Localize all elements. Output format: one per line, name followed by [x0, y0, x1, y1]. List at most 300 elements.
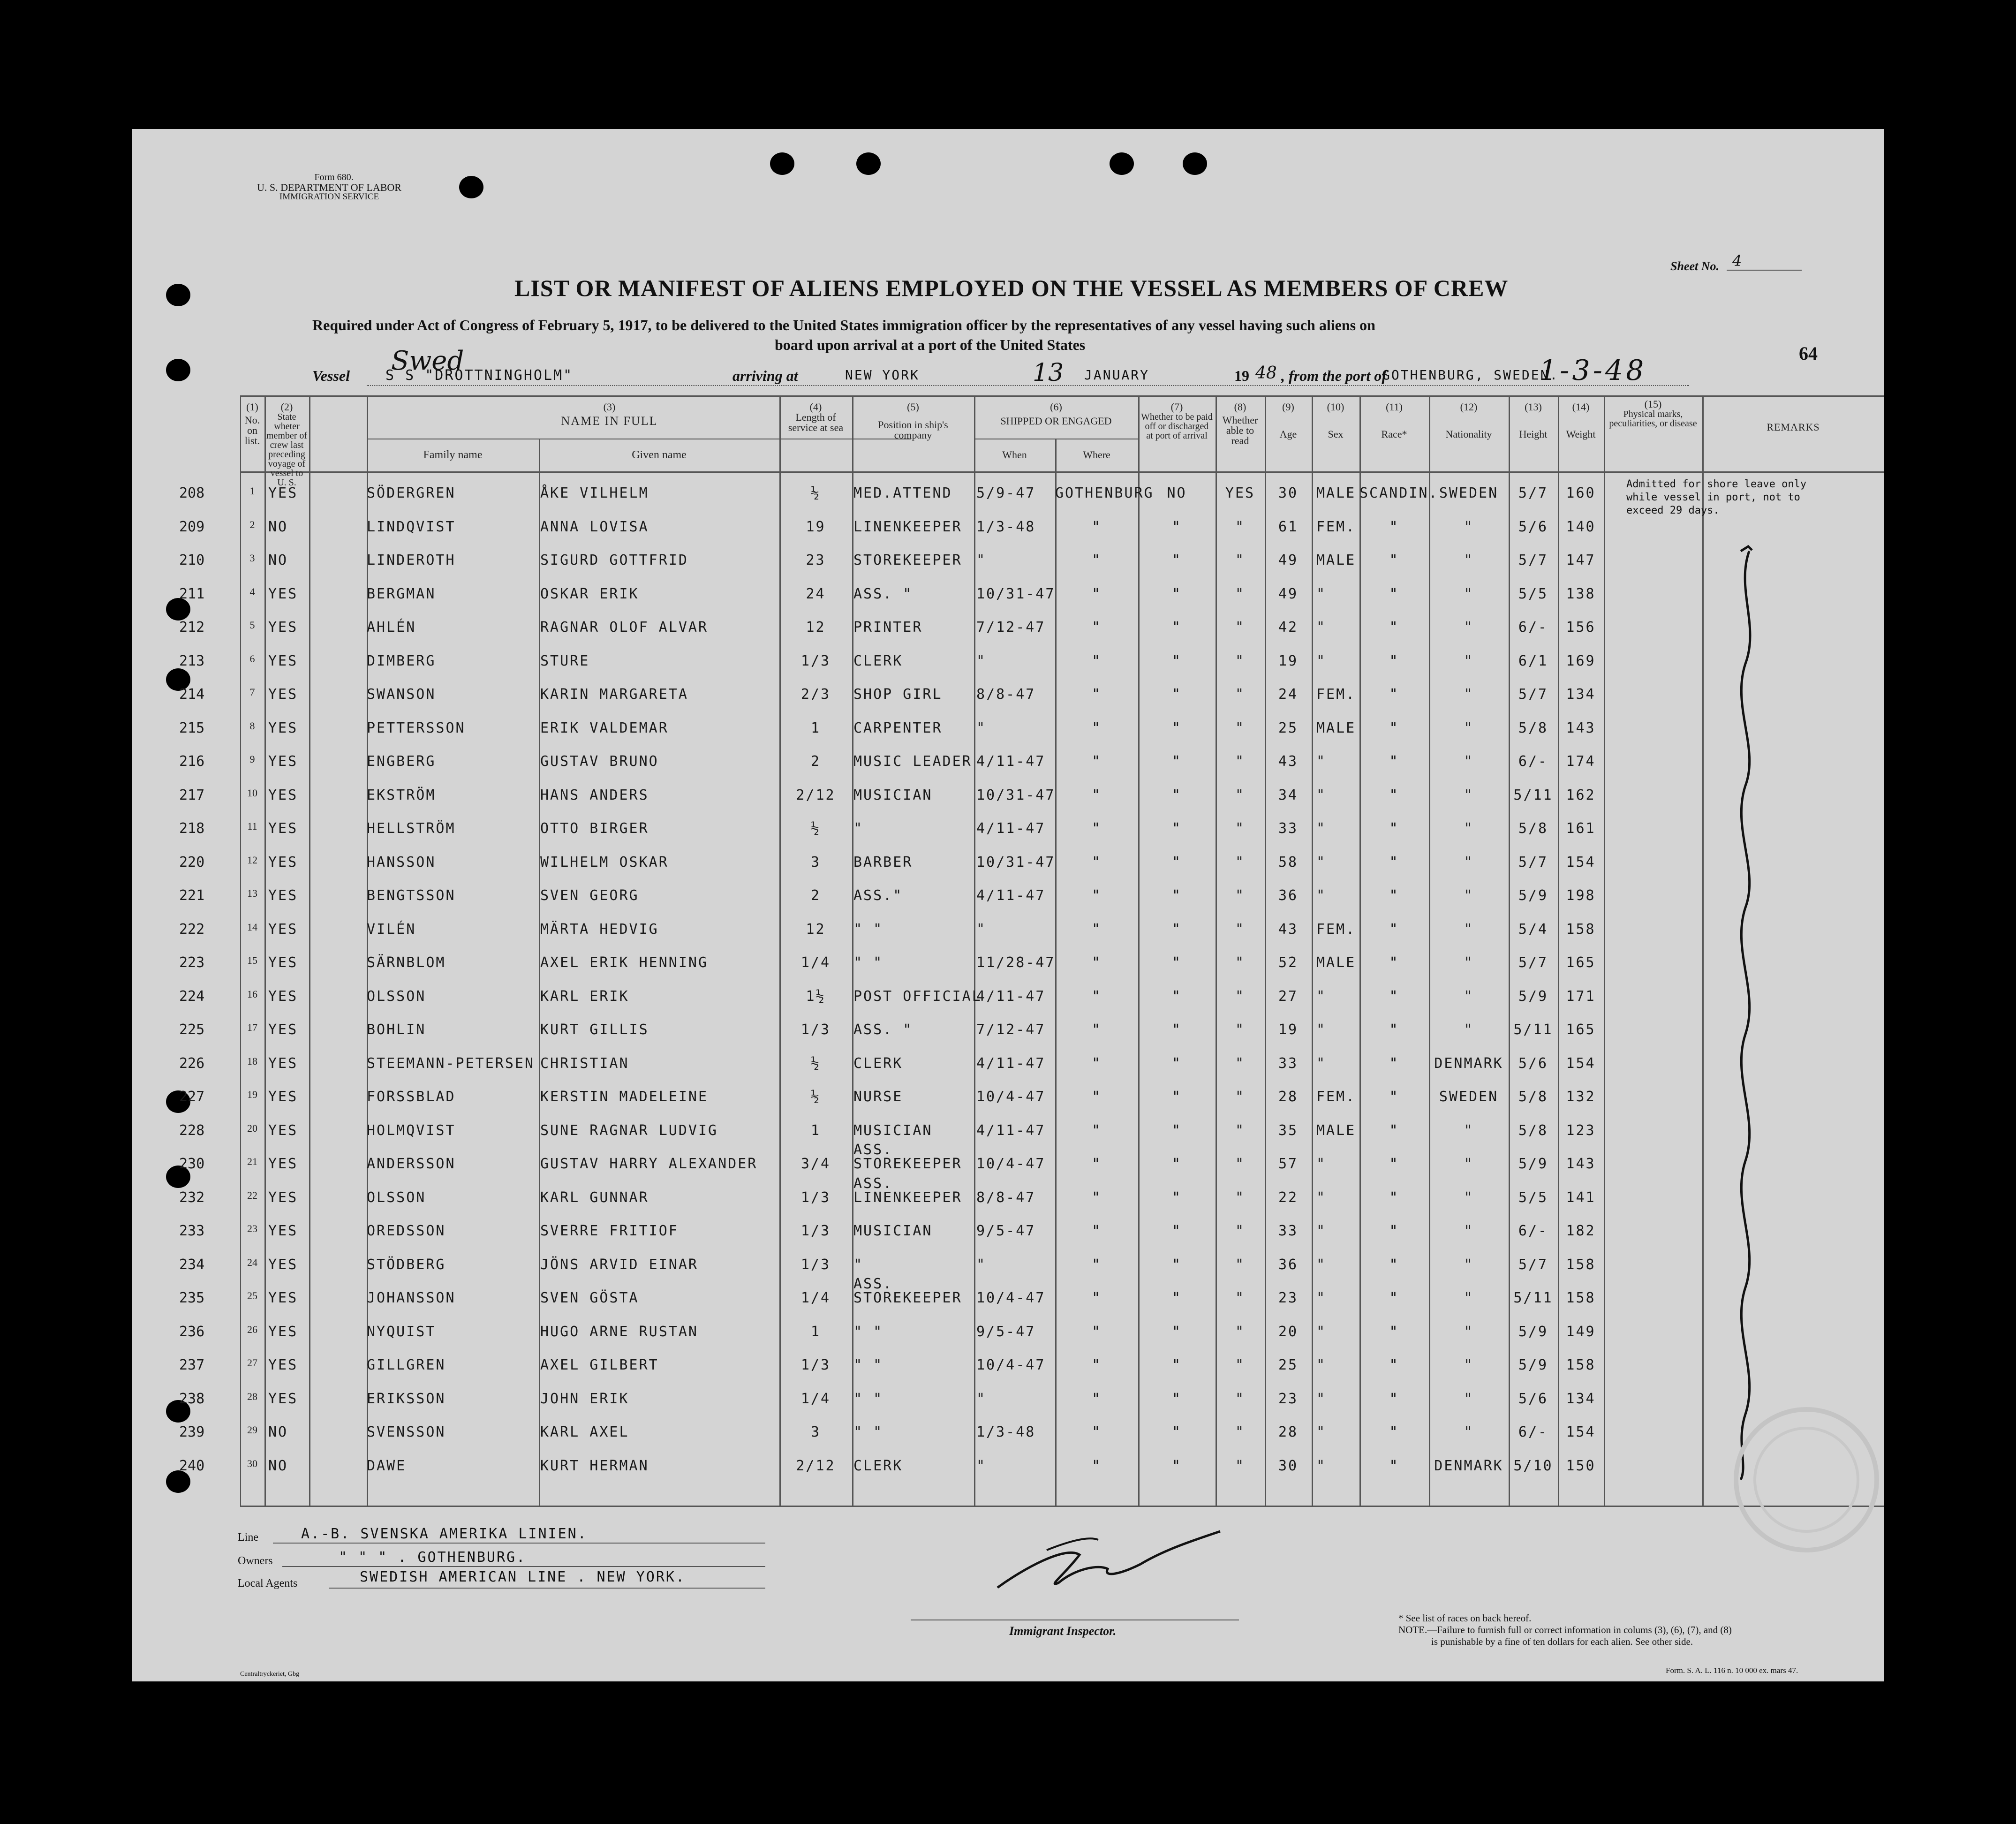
weight: 169 — [1566, 652, 1596, 669]
previous-voyage: YES — [268, 585, 298, 602]
service-length: ½ — [810, 820, 821, 837]
paid-off: " — [1171, 787, 1182, 803]
paid-off: " — [1171, 1323, 1182, 1340]
stamped-line-number: 238 — [179, 1390, 205, 1407]
weight: 134 — [1566, 686, 1596, 703]
height: 5/7 — [1518, 485, 1548, 501]
service-length: 3/4 — [800, 1156, 831, 1172]
shipped-when: 8/8-47 — [976, 686, 1036, 703]
nationality: " — [1464, 1357, 1474, 1373]
sex: MALE — [1316, 552, 1356, 568]
paid-off: " — [1171, 887, 1182, 904]
shipped-where: " — [1091, 1390, 1102, 1407]
shipped-when: 5/9-47 — [976, 485, 1036, 501]
given-name: AXEL ERIK HENNING — [540, 954, 709, 971]
nationality: " — [1464, 921, 1474, 938]
service-length: 1 — [810, 1323, 821, 1340]
race: " — [1389, 1122, 1399, 1139]
service-length: 12 — [806, 619, 826, 636]
weight: 154 — [1566, 1424, 1596, 1440]
previous-voyage: YES — [268, 1022, 298, 1038]
shipped-when: 10/31-47 — [976, 787, 1056, 803]
row-number: 9 — [249, 753, 255, 765]
shipped-where: " — [1091, 619, 1102, 636]
age: 49 — [1278, 585, 1299, 602]
nationality: " — [1464, 787, 1474, 803]
position: ASS. " — [853, 585, 913, 602]
paid-off: " — [1171, 585, 1182, 602]
family-name: FORSSBLAD — [367, 1089, 456, 1105]
nationality: " — [1464, 887, 1474, 904]
race: " — [1389, 1156, 1399, 1172]
shipped-when: 4/11-47 — [976, 753, 1046, 770]
position: NURSE — [853, 1089, 903, 1105]
row-number: 12 — [247, 854, 257, 866]
service-length: 3 — [810, 854, 821, 870]
age: 57 — [1278, 1156, 1299, 1172]
weight: 154 — [1566, 1055, 1596, 1072]
height: 5/11 — [1513, 1290, 1553, 1306]
age: 58 — [1278, 854, 1299, 870]
paid-off: " — [1171, 1390, 1182, 1407]
row-number: 5 — [249, 619, 255, 631]
weight: 160 — [1566, 485, 1596, 501]
nationality: " — [1464, 686, 1474, 703]
shipped-where: " — [1091, 1223, 1102, 1239]
height: 5/8 — [1518, 1122, 1548, 1139]
weight: 150 — [1566, 1457, 1596, 1474]
age: 33 — [1278, 1055, 1299, 1072]
col-7-number: (7) — [1170, 401, 1183, 413]
nationality: " — [1464, 585, 1474, 602]
shipped-where: " — [1091, 552, 1102, 568]
vessel-name: S S "DROTTNINGHOLM" — [385, 367, 574, 384]
shipped-where: " — [1091, 854, 1102, 870]
age: 30 — [1278, 485, 1299, 501]
given-name: KARL AXEL — [540, 1424, 629, 1440]
family-name: LINDQVIST — [367, 518, 456, 535]
shipped-where: " — [1091, 954, 1102, 971]
family-name: DAWE — [367, 1457, 407, 1474]
shipped-where: " — [1091, 1323, 1102, 1340]
height: 5/11 — [1513, 787, 1553, 803]
paid-off: " — [1171, 1357, 1182, 1373]
position: STOREKEEPER — [853, 1156, 962, 1172]
remarks-header: REMARKS — [1767, 421, 1820, 433]
row-number: 25 — [247, 1290, 257, 1302]
service-length: 1/4 — [800, 954, 831, 971]
col-11-header: Race* — [1381, 428, 1407, 440]
shipped-when: 10/31-47 — [976, 585, 1056, 602]
stamped-line-number: 223 — [179, 954, 205, 971]
height: 5/7 — [1518, 552, 1548, 568]
position: STOREKEEPER — [853, 1290, 962, 1306]
weight: 134 — [1566, 1390, 1596, 1407]
row-number: 17 — [247, 1022, 257, 1033]
position: " " — [853, 921, 883, 938]
race: " — [1389, 1424, 1399, 1440]
shipped-where: " — [1091, 1156, 1102, 1172]
shipped-where: " — [1091, 1055, 1102, 1072]
races-note: * See list of races on back hereof. — [1398, 1612, 1532, 1624]
paid-off: " — [1171, 1223, 1182, 1239]
paid-off: " — [1171, 1089, 1182, 1105]
paid-off: " — [1171, 1189, 1182, 1206]
family-name: VILÉN — [367, 921, 416, 938]
weight: 171 — [1566, 988, 1596, 1005]
able-to-read: " — [1235, 1357, 1246, 1373]
position: " " — [853, 1390, 883, 1407]
previous-voyage: YES — [268, 1290, 298, 1306]
sex: FEM. — [1316, 921, 1356, 938]
row-number: 2 — [249, 518, 255, 530]
nationality: " — [1464, 1424, 1474, 1440]
stamped-line-number: 218 — [179, 820, 205, 837]
given-name: MÄRTA HEDVIG — [540, 921, 659, 938]
note-line-1: NOTE.—Failure to furnish full or correct information in colums (3), (6), (7), and (8) — [1398, 1624, 1732, 1635]
given-name: STURE — [540, 652, 590, 669]
shipped-when: 4/11-47 — [976, 820, 1046, 837]
col-2-number: (2) — [280, 401, 293, 413]
stamped-line-number: 228 — [179, 1122, 205, 1139]
previous-voyage: YES — [268, 1156, 298, 1172]
stamped-line-number: 236 — [179, 1323, 205, 1340]
service-length: 2 — [810, 753, 821, 770]
page-number: 64 — [1799, 343, 1818, 364]
given-name: ERIK VALDEMAR — [540, 719, 669, 736]
sex: FEM. — [1316, 686, 1356, 703]
shipped-when: " — [976, 1457, 987, 1474]
paid-off: " — [1171, 719, 1182, 736]
service-length: 2/12 — [796, 1457, 836, 1474]
race: " — [1389, 988, 1399, 1005]
service-length: 2 — [810, 887, 821, 904]
stamped-line-number: 237 — [179, 1357, 205, 1373]
agents-label: Local Agents — [238, 1577, 298, 1589]
nationality: " — [1464, 1156, 1474, 1172]
able-to-read: " — [1235, 1022, 1246, 1038]
vessel-label: Vessel — [312, 367, 350, 384]
shipped-when: " — [976, 921, 987, 938]
shipped-when: 10/4-47 — [976, 1357, 1046, 1373]
weight: 123 — [1566, 1122, 1596, 1139]
race: SCANDIN. — [1359, 485, 1439, 501]
family-name: EKSTRÖM — [367, 787, 436, 803]
paid-off: " — [1171, 954, 1182, 971]
service-length: 12 — [806, 921, 826, 938]
race: " — [1389, 719, 1399, 736]
service-length: ½ — [810, 485, 821, 501]
family-name: BENGTSSON — [367, 887, 456, 904]
age: 49 — [1278, 552, 1299, 568]
service-length: ½ — [810, 1089, 821, 1105]
stamped-line-number: 224 — [179, 988, 205, 1005]
sex: MALE — [1316, 719, 1356, 736]
sex: " — [1316, 619, 1327, 636]
age: 22 — [1278, 1189, 1299, 1206]
position: SHOP GIRL — [853, 686, 943, 703]
col-6-when-header: When — [1002, 449, 1027, 461]
race: " — [1389, 652, 1399, 669]
family-name: LINDEROTH — [367, 552, 456, 568]
given-name: JOHN ERIK — [540, 1390, 629, 1407]
position: MUSIC LEADER — [853, 753, 972, 770]
shipped-where: " — [1091, 820, 1102, 837]
sex: " — [1316, 887, 1327, 904]
shipped-where: " — [1091, 585, 1102, 602]
age: 25 — [1278, 1357, 1299, 1373]
row-number: 16 — [247, 988, 257, 1000]
age: 35 — [1278, 1122, 1299, 1139]
given-name: KURT HERMAN — [540, 1457, 649, 1474]
family-name: ANDERSSON — [367, 1156, 456, 1172]
previous-voyage: NO — [268, 1457, 288, 1474]
col-15-header: Physical marks, peculiarities, or disease — [1609, 409, 1697, 429]
col-10-number: (10) — [1327, 401, 1344, 413]
shipped-where: " — [1091, 787, 1102, 803]
previous-voyage: YES — [268, 1323, 298, 1340]
weight: 147 — [1566, 552, 1596, 568]
sex: FEM. — [1316, 1089, 1356, 1105]
previous-voyage: YES — [268, 988, 298, 1005]
row-number: 28 — [247, 1390, 257, 1402]
service-length: 1/3 — [800, 652, 831, 669]
row-number: 27 — [247, 1357, 257, 1369]
able-to-read: " — [1235, 1323, 1246, 1340]
stamped-line-number: 213 — [179, 652, 205, 669]
nationality: " — [1464, 652, 1474, 669]
height: 5/5 — [1518, 585, 1548, 602]
shipped-where: " — [1091, 921, 1102, 938]
row-number: 30 — [247, 1457, 257, 1469]
stamped-line-number: 221 — [179, 887, 205, 904]
shipped-where: " — [1091, 1424, 1102, 1440]
height: 5/9 — [1518, 887, 1548, 904]
nationality: " — [1464, 1323, 1474, 1340]
nationality: " — [1464, 820, 1474, 837]
col-10-header: Sex — [1328, 428, 1344, 440]
shipped-where: " — [1091, 1357, 1102, 1373]
paid-off: " — [1171, 1022, 1182, 1038]
row-number: 8 — [249, 719, 255, 732]
nationality: " — [1464, 1022, 1474, 1038]
col-14-number: (14) — [1572, 401, 1590, 413]
previous-voyage: YES — [268, 1189, 298, 1206]
previous-voyage: YES — [268, 719, 298, 736]
weight: 156 — [1566, 619, 1596, 636]
shipped-when: 4/11-47 — [976, 988, 1046, 1005]
nationality: SWEDEN — [1439, 485, 1499, 501]
race: " — [1389, 921, 1399, 938]
nationality: " — [1464, 552, 1474, 568]
given-name: KARL ERIK — [540, 988, 629, 1005]
given-name: CHRISTIAN — [540, 1055, 629, 1072]
remarks-line-1: Admitted for shore leave only — [1626, 478, 1807, 490]
col-3-header: NAME IN FULL — [561, 414, 658, 428]
weight: 174 — [1566, 753, 1596, 770]
able-to-read: " — [1235, 1189, 1246, 1206]
family-name: BERGMAN — [367, 585, 436, 602]
able-to-read: " — [1235, 1089, 1246, 1105]
family-name: HANSSON — [367, 854, 436, 870]
family-name: SÄRNBLOM — [367, 954, 446, 971]
race: " — [1389, 1457, 1399, 1474]
col-6-header: SHIPPED OR ENGAGED — [1000, 415, 1112, 427]
nationality: SWEDEN — [1439, 1089, 1499, 1105]
position: ASS." — [853, 887, 903, 904]
weight: 165 — [1566, 954, 1596, 971]
department-name: U. S. DEPARTMENT OF LABOR — [257, 182, 401, 193]
able-to-read: " — [1235, 1122, 1246, 1139]
stamped-line-number: 239 — [179, 1424, 205, 1440]
given-name: RAGNAR OLOF ALVAR — [540, 619, 709, 636]
col-11-number: (11) — [1386, 401, 1403, 413]
weight: 158 — [1566, 1357, 1596, 1373]
handwritten-date: 1-3-48 — [1539, 354, 1647, 387]
previous-voyage: YES — [268, 1122, 298, 1139]
previous-voyage: NO — [268, 552, 288, 568]
position: " — [853, 1256, 864, 1273]
row-number: 22 — [247, 1189, 257, 1201]
family-name: SVENSSON — [367, 1424, 446, 1440]
able-to-read: " — [1235, 552, 1246, 568]
paid-off: " — [1171, 921, 1182, 938]
sex: MALE — [1316, 485, 1356, 501]
col-14-header: Weight — [1566, 428, 1596, 440]
previous-voyage: YES — [268, 753, 298, 770]
shipped-where: " — [1091, 1457, 1102, 1474]
agents-value: SWEDISH AMERICAN LINE . NEW YORK. — [360, 1569, 686, 1585]
shipped-where: " — [1091, 1122, 1102, 1139]
height: 5/9 — [1518, 1357, 1548, 1373]
position: CARPENTER — [853, 719, 943, 736]
shipped-where: " — [1091, 1189, 1102, 1206]
shipped-when: " — [976, 652, 987, 669]
height: 5/7 — [1518, 1256, 1548, 1273]
age: 36 — [1278, 887, 1299, 904]
able-to-read: " — [1235, 1055, 1246, 1072]
stamped-line-number: 225 — [179, 1022, 205, 1038]
shipped-where: " — [1091, 753, 1102, 770]
family-name: JOHANSSON — [367, 1290, 456, 1306]
previous-voyage: YES — [268, 485, 298, 501]
row-number: 26 — [247, 1323, 257, 1335]
height: 5/4 — [1518, 921, 1548, 938]
able-to-read: " — [1235, 787, 1246, 803]
position-prefix: ASS. — [853, 1276, 893, 1292]
shipped-when: 8/8-47 — [976, 1189, 1036, 1206]
shipped-when: 4/11-47 — [976, 1122, 1046, 1139]
previous-voyage: YES — [268, 1390, 298, 1407]
previous-voyage: YES — [268, 1223, 298, 1239]
col-2-header: State wheter member of crew last preceding voyage of vessel to U. S. — [266, 412, 308, 488]
col-3-number: (3) — [603, 401, 616, 413]
col-9-header: Age — [1279, 428, 1297, 440]
sex: " — [1316, 753, 1327, 770]
col-1-number: (1) — [246, 401, 258, 413]
position: " " — [853, 1323, 883, 1340]
given-name: ÅKE VILHELM — [540, 485, 649, 501]
nationality: DENMARK — [1434, 1457, 1503, 1474]
paid-off: " — [1171, 1055, 1182, 1072]
family-name: ERIKSSON — [367, 1390, 446, 1407]
sex: " — [1316, 1424, 1327, 1440]
line-value: A.-B. SVENSKA AMERIKA LINIEN. — [301, 1526, 588, 1542]
previous-voyage: YES — [268, 619, 298, 636]
age: 19 — [1278, 1022, 1299, 1038]
family-name: AHLÉN — [367, 619, 416, 636]
race: " — [1389, 686, 1399, 703]
given-name: WILHELM OSKAR — [540, 854, 669, 870]
nationality: " — [1464, 1290, 1474, 1306]
sex: FEM. — [1316, 518, 1356, 535]
weight: 140 — [1566, 518, 1596, 535]
col-13-header: Height — [1519, 428, 1548, 440]
row-number: 10 — [247, 787, 257, 799]
given-name: SVEN GEORG — [540, 887, 639, 904]
able-to-read: " — [1235, 1223, 1246, 1239]
arrival-day: 13 — [1033, 359, 1064, 387]
age: 34 — [1278, 787, 1299, 803]
form-number: Form 680. — [314, 172, 354, 182]
line-label: Line — [238, 1531, 258, 1544]
row-number: 4 — [249, 585, 255, 598]
stamped-line-number: 214 — [179, 686, 205, 703]
previous-voyage: YES — [268, 954, 298, 971]
shipped-when: " — [976, 1256, 987, 1273]
stamped-line-number: 212 — [179, 619, 205, 636]
weight: 138 — [1566, 585, 1596, 602]
shipped-where: " — [1091, 518, 1102, 535]
vessel-handwritten-note: Swed — [391, 346, 464, 376]
family-name: OREDSSON — [367, 1223, 446, 1239]
age: 27 — [1278, 988, 1299, 1005]
previous-voyage: YES — [268, 686, 298, 703]
form-code: Form. S. A. L. 116 n. 10 000 ex. mars 47. — [1666, 1666, 1798, 1675]
position: MUSICIAN — [853, 1223, 933, 1239]
weight: 182 — [1566, 1223, 1596, 1239]
able-to-read: " — [1235, 619, 1246, 636]
shipped-when: 11/28-47 — [976, 954, 1056, 971]
able-to-read: " — [1235, 954, 1246, 971]
stamped-line-number: 235 — [179, 1290, 205, 1306]
height: 6/- — [1518, 1223, 1548, 1239]
given-name: AXEL GILBERT — [540, 1357, 659, 1373]
position: LINENKEEPER — [853, 1189, 962, 1206]
sex: " — [1316, 1156, 1327, 1172]
remarks-line-3: exceed 29 days. — [1626, 505, 1720, 516]
service-length: 1/3 — [800, 1357, 831, 1373]
weight: 149 — [1566, 1323, 1596, 1340]
shipped-where: " — [1091, 719, 1102, 736]
port-label: , from the port of — [1281, 367, 1387, 384]
paid-off: " — [1171, 619, 1182, 636]
stamped-line-number: 211 — [179, 585, 205, 602]
service-length: 2/3 — [800, 686, 831, 703]
sex: " — [1316, 1055, 1327, 1072]
able-to-read: " — [1235, 921, 1246, 938]
stamped-line-number: 222 — [179, 921, 205, 938]
row-number: 29 — [247, 1424, 257, 1436]
arriving-label: arriving at — [732, 367, 798, 384]
previous-voyage: YES — [268, 652, 298, 669]
shipped-when: 7/12-47 — [976, 1022, 1046, 1038]
family-name: BOHLIN — [367, 1022, 426, 1038]
service-length: 2/12 — [796, 787, 836, 803]
col-3-family-header: Family name — [423, 449, 483, 461]
row-number: 3 — [249, 552, 255, 564]
position: ASS. " — [853, 1022, 913, 1038]
